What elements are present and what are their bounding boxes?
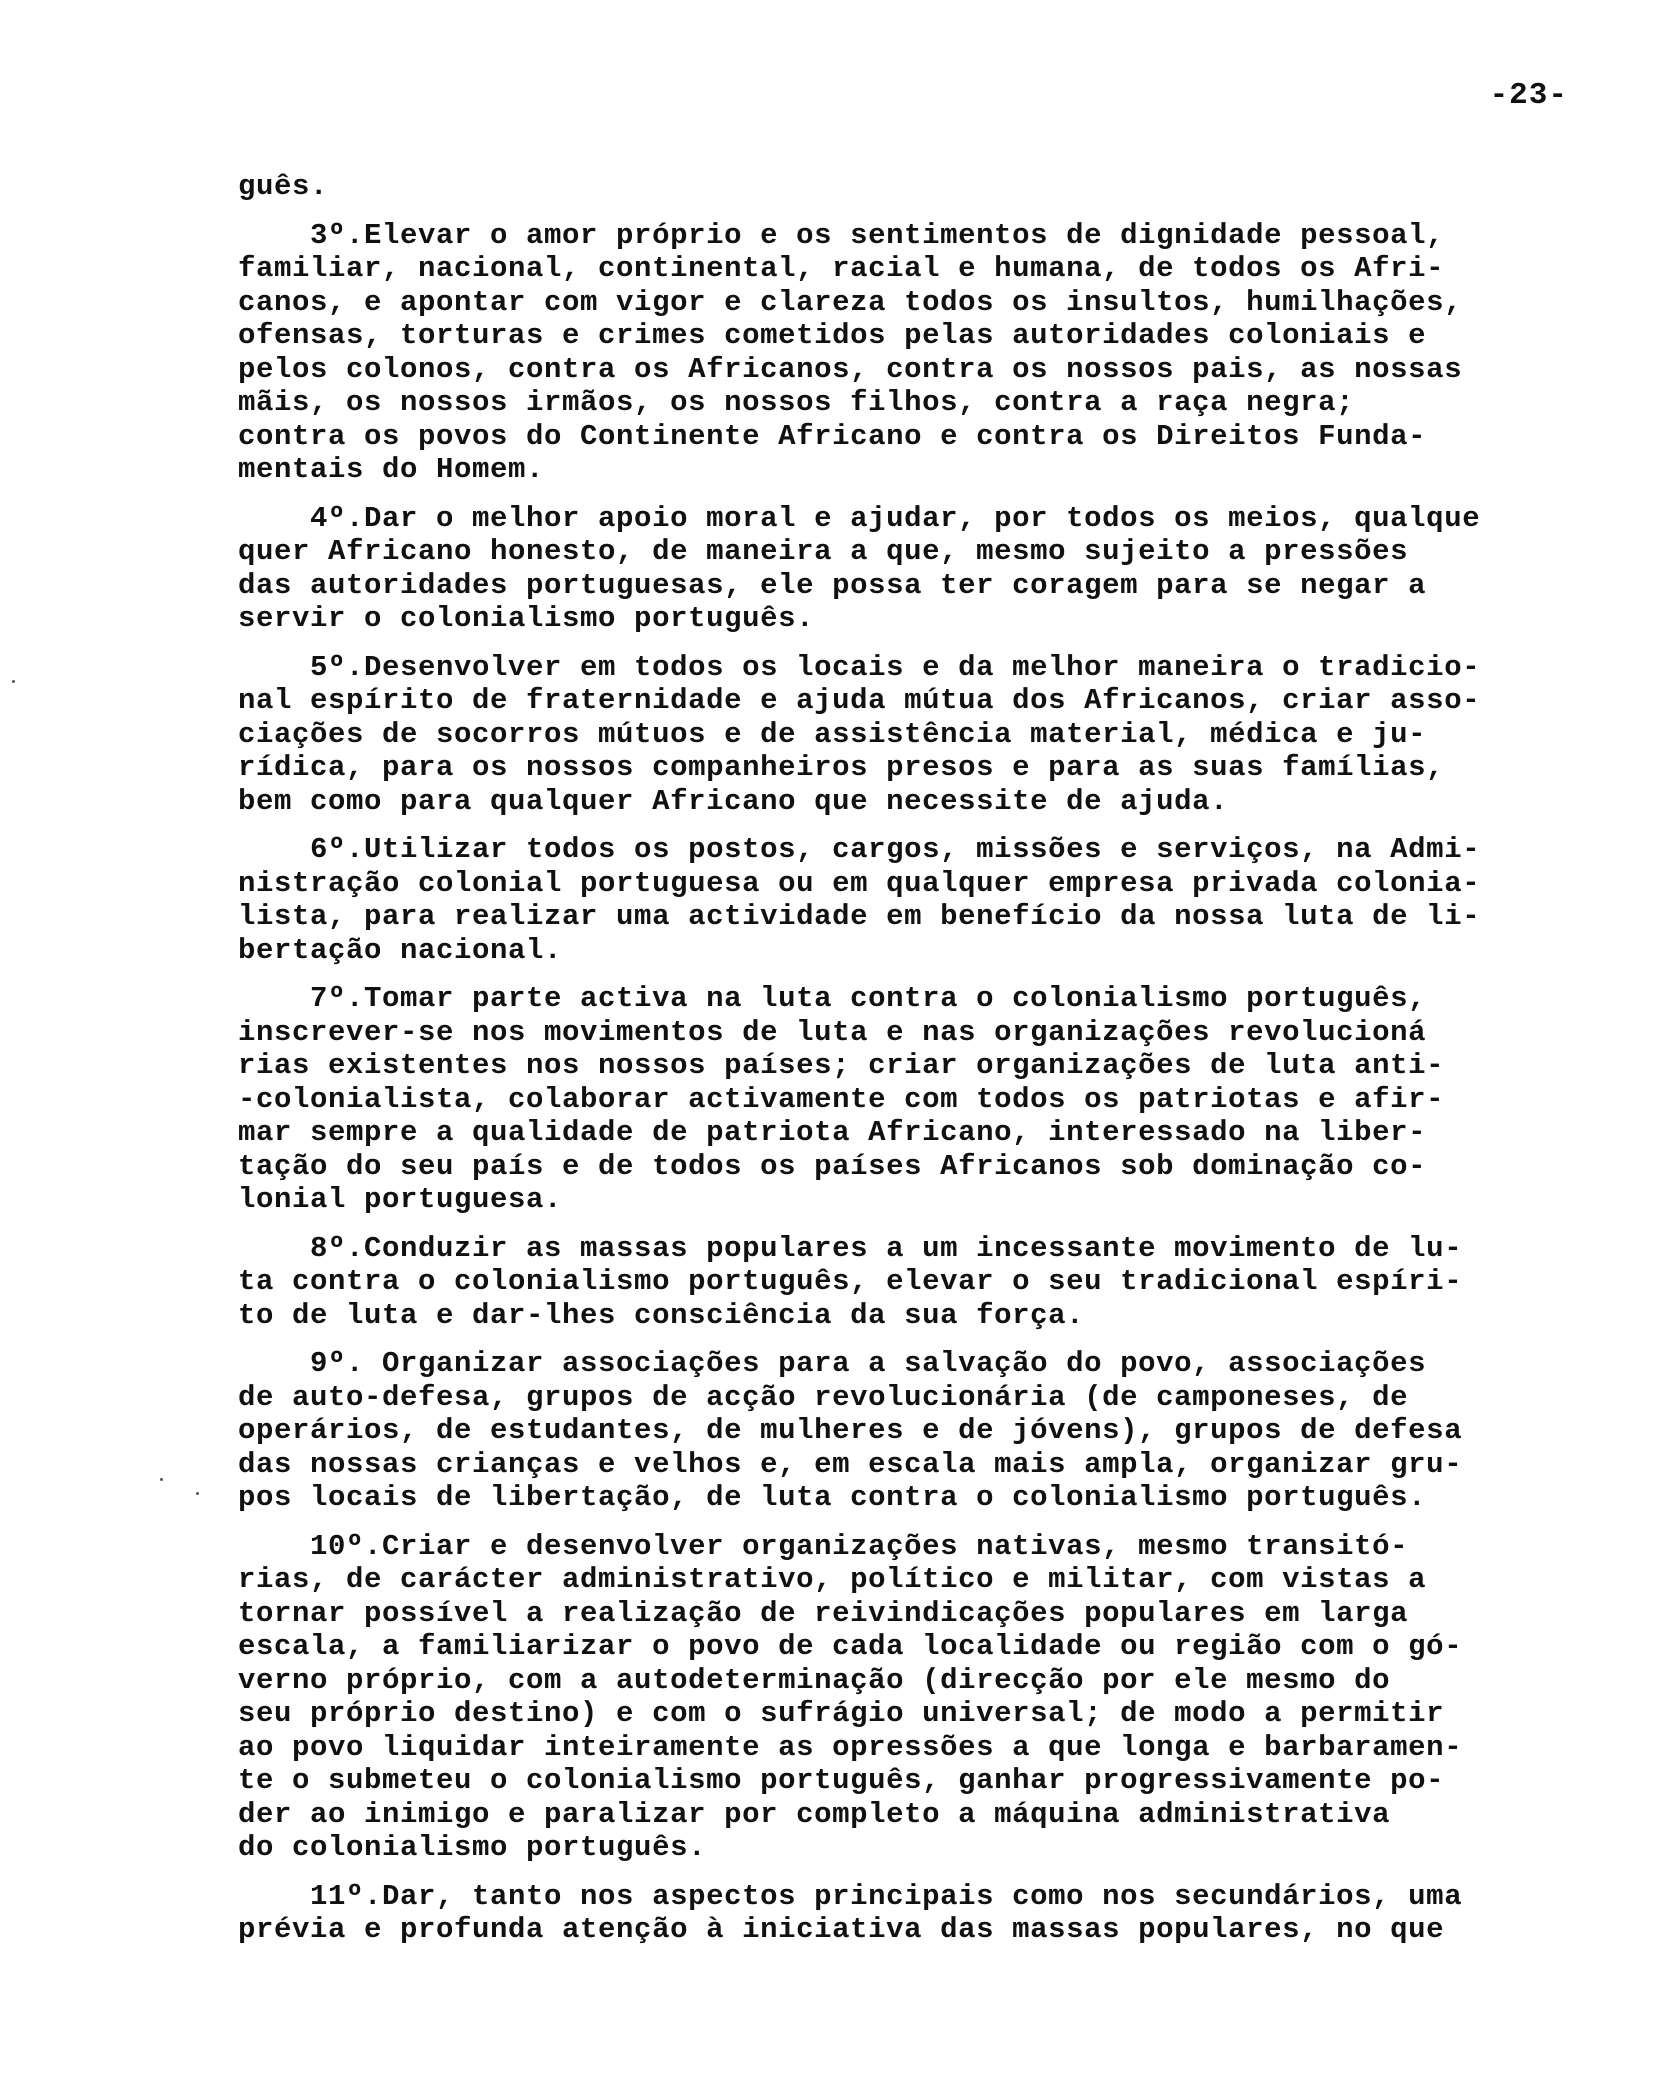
text-line: ciações de socorros mútuos e de assistência material, médica e ju-	[238, 717, 1427, 751]
scan-speck	[12, 680, 15, 683]
text-line: 6º.Utilizar todos os postos, cargos, missões e serviços, na Admi-	[238, 833, 1481, 866]
text-line: pelos colonos, contra os Africanos, contra os nossos pais, as nossas	[238, 352, 1463, 386]
text-line: seu próprio destino) e com o sufrágio universal; de modo a permitir	[238, 1697, 1445, 1730]
text-line: tação do seu país e de todos os países Africanos sob dominação co-	[238, 1149, 1427, 1183]
scan-speck	[196, 1492, 199, 1495]
text-line: guês.	[238, 170, 329, 203]
text-line: 7º.Tomar parte activa na luta contra o colonialismo português,	[238, 982, 1427, 1015]
text-line: 10º.Criar e desenvolver organizações nativas, mesmo transitó-	[238, 1529, 1409, 1563]
paragraph	[238, 1232, 1638, 1333]
text-line: 9º. Organizar associações para a salvação do povo, associações	[238, 1347, 1427, 1380]
text-line: te o submeteu o colonialismo português, ganhar progressivamente po-	[238, 1764, 1445, 1797]
paragraph	[238, 1530, 1638, 1865]
text-line: bertação nacional.	[238, 933, 563, 967]
text-line: to de luta e dar-lhes consciência da sua força.	[238, 1298, 1085, 1332]
text-line: rias existentes nos nossos países; criar organizações de luta anti-	[238, 1049, 1445, 1082]
paragraph	[238, 170, 1638, 204]
text-line: servir o colonialismo português.	[238, 602, 815, 635]
document-body	[238, 170, 1638, 1962]
text-line: pos locais de libertação, de luta contra o colonialismo português.	[238, 1481, 1427, 1514]
text-line: 8º.Conduzir as massas populares a um incessante movimento de lu-	[238, 1231, 1463, 1265]
text-line: operários, de estudantes, de mulheres e de jóvens), grupos de defesa	[238, 1414, 1463, 1447]
text-line: rídica, para os nossos companheiros presos e para as suas famílias,	[238, 751, 1445, 784]
paragraph	[238, 833, 1638, 967]
text-line: 4º.Dar o melhor apoio moral e ajudar, por todos os meios, qualque	[238, 501, 1481, 535]
page-number: -23-	[1489, 78, 1568, 113]
paragraph	[238, 1880, 1638, 1947]
text-line: 3º.Elevar o amor próprio e os sentimentos de dignidade pessoal,	[238, 218, 1445, 252]
text-line: canos, e apontar com vigor e clareza todos os insultos, humilhações,	[238, 285, 1463, 319]
text-line: lonial portuguesa.	[238, 1183, 563, 1216]
text-line: der ao inimigo e paralizar por completo a máquina administrativa	[238, 1797, 1391, 1831]
text-line: 11º.Dar, tanto nos aspectos principais como nos secundários, uma	[238, 1879, 1463, 1913]
text-line: ta contra o colonialismo português, elevar o seu tradicional espíri-	[238, 1265, 1463, 1298]
text-line: contra os povos do Continente Africano e contra os Direitos Funda-	[238, 419, 1427, 453]
text-line: mar sempre a qualidade de patriota Africano, interessado na liber-	[238, 1116, 1427, 1149]
text-line: ofensas, torturas e crimes cometidos pelas autoridades coloniais e	[238, 319, 1427, 352]
text-line: 5º.Desenvolver em todos os locais e da melhor maneira o tradicio-	[238, 650, 1481, 684]
text-line: mãis, os nossos irmãos, os nossos filhos, contra a raça negra;	[238, 386, 1355, 419]
text-line: bem como para qualquer Africano que necessite de ajuda.	[238, 784, 1229, 818]
text-line: prévia e profunda atenção à iniciativa das massas populares, no que	[238, 1913, 1445, 1946]
text-line: escala, a familiarizar o povo de cada localidade ou região com o gó-	[238, 1630, 1463, 1663]
paragraph	[238, 982, 1638, 1217]
text-line: nal espírito de fraternidade e ajuda mútua dos Africanos, criar asso-	[238, 684, 1481, 717]
paragraph	[238, 219, 1638, 487]
text-line: de auto-defesa, grupos de acção revolucionária (de camponeses, de	[238, 1380, 1409, 1414]
text-line: do colonialismo português.	[238, 1831, 707, 1864]
scan-speck	[160, 1478, 163, 1481]
text-line: das autoridades portuguesas, ele possa ter coragem para se negar a	[238, 568, 1427, 602]
text-line: mentais do Homem.	[238, 453, 545, 486]
paragraph	[238, 502, 1638, 636]
text-line: familiar, nacional, continental, racial e humana, de todos os Afri-	[238, 252, 1445, 285]
text-line: rias, de carácter administrativo, político e militar, com vistas a	[238, 1563, 1427, 1596]
text-line: verno próprio, com a autodeterminação (direcção por ele mesmo do	[238, 1663, 1391, 1697]
paragraph	[238, 651, 1638, 819]
text-line: tornar possível a realização de reivindicações populares em larga	[238, 1596, 1409, 1630]
text-line: quer Africano honesto, de maneira a que, mesmo sujeito a pressões	[238, 535, 1409, 568]
text-line: -colonialista, colaborar activamente com todos os patriotas e afir-	[238, 1082, 1445, 1116]
text-line: das nossas crianças e velhos e, em escala mais ampla, organizar gru-	[238, 1447, 1463, 1481]
text-line: lista, para realizar uma actividade em benefício da nossa luta de li-	[238, 900, 1481, 933]
text-line: ao povo liquidar inteiramente as opressões a que longa e barbaramen-	[238, 1730, 1463, 1764]
text-line: nistração colonial portuguesa ou em qualquer empresa privada colonia-	[238, 866, 1481, 900]
paragraph	[238, 1347, 1638, 1515]
text-line: inscrever-se nos movimentos de luta e nas organizações revolucioná	[238, 1015, 1427, 1049]
